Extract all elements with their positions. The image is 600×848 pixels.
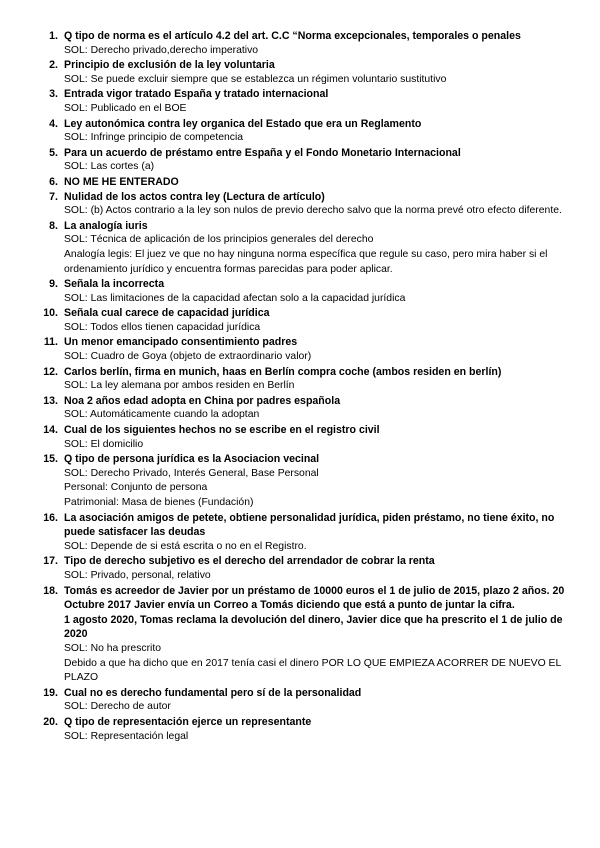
question-title: Cual de los siguientes hechos no se escribe en el registro civil (64, 424, 380, 437)
question-item (44, 686, 582, 715)
answer-line: SOL: Publicado en el BOE (64, 102, 187, 114)
question-item (44, 117, 582, 146)
question-item (44, 58, 582, 87)
question-number: 10. (43, 307, 58, 320)
answer-line: SOL: Derecho de autor (64, 701, 171, 713)
question-number: 2. (49, 59, 58, 72)
question-title: Carlos berlín, firma en munich, haas en Berlín compra coche (ambos residen en berlín) (64, 365, 502, 378)
question-number: 1. (49, 30, 58, 42)
question-item (44, 715, 582, 744)
question-number: 7. (49, 190, 58, 203)
question-number: 19. (43, 686, 58, 699)
question-title: Un menor emancipado consentimiento padres (64, 336, 298, 349)
question-item (44, 452, 582, 510)
question-item (44, 511, 582, 555)
answer-line: SOL: Todos ellos tienen capacidad jurídica (64, 321, 261, 333)
question-number: 6. (49, 175, 58, 188)
answer-line: SOL: Representación legal (64, 730, 189, 742)
question-number: 3. (49, 88, 58, 101)
question-title: Para un acuerdo de préstamo entre España y el Fondo Monetario Internacional (64, 146, 461, 159)
question-item (44, 277, 582, 306)
question-number: 4. (49, 117, 58, 130)
answer-line: SOL: El domicilio (64, 438, 144, 450)
question-item (44, 175, 582, 190)
question-title: La analogía iuris (64, 219, 148, 232)
question-item (44, 584, 582, 686)
question-number: 9. (49, 278, 58, 291)
answer-line: SOL: No ha prescrito (64, 642, 162, 654)
question-number: 14. (43, 424, 58, 437)
question-item (44, 394, 582, 423)
question-item (44, 335, 582, 364)
question-title: La asociación amigos de petete, obtiene personalidad jurídica, piden préstamo, no tiene éxito, no puede satisfacer las deudas (64, 511, 555, 539)
answer-line: SOL: Las cortes (a) (64, 161, 155, 173)
question-title: Nulidad de los actos contra ley (Lectura de artículo) (64, 190, 325, 203)
question-number: 11. (43, 336, 58, 349)
question-list (44, 29, 582, 744)
question-number: 17. (43, 555, 58, 568)
question-title: Tipo de derecho subjetivo es el derecho del arrendador de cobrar la renta (64, 555, 435, 568)
question-title: Q tipo de representación ejerce un representante (64, 715, 312, 728)
question-title: Tomás es acreedor de Javier por un préstamo de 10000 euros el 1 de julio de 2015, plazo 2 años. 20 Octubre 2017 Javier envía un Correo a Tomás diciendo que está a punto de juntar la cifra. (64, 584, 565, 612)
answer-line: Personal: Conjunto de persona (64, 482, 208, 494)
answer-line: SOL: Se puede excluir siempre que se establezca un régimen voluntario sustitutivo (64, 73, 447, 85)
question-item (44, 87, 582, 116)
answer-line: Debido a que ha dicho que en 2017 tenía casi el dinero POR LO QUE EMPIEZA ACORRER DE NUEVO EL PLAZO (64, 657, 561, 684)
answer-line: SOL: Infringe principio de competencia (64, 132, 244, 144)
answer-line: SOL: Las limitaciones de la capacidad afectan solo a la capacidad jurídica (64, 292, 406, 304)
question-number: 12. (43, 365, 58, 378)
question-number: 5. (49, 146, 58, 159)
answer-line: SOL: Depende de si está escrita o no en el Registro. (64, 540, 307, 552)
question-number: 13. (43, 394, 58, 407)
question-item (44, 554, 582, 583)
question-item (44, 423, 582, 452)
answer-line: Patrimonial: Masa de bienes (Fundación) (64, 497, 254, 508)
question-title: Q tipo de persona jurídica es la Asociacion vecinal (64, 453, 320, 466)
question-number: 18. (43, 584, 58, 597)
answer-line: SOL: Derecho Privado, Interés General, Base Personal (64, 467, 319, 479)
question-title: Q tipo de norma es el artículo 4.2 del art. C.C “Norma excepcionales, temporales o penales (64, 30, 521, 42)
answer-line: SOL: Derecho privado,derecho imperativo (64, 44, 259, 56)
question-title: Señala cual carece de capacidad jurídica (64, 307, 270, 320)
question-title: Ley autonómica contra ley organica del Estado que era un Reglamento (64, 117, 422, 130)
question-item (44, 146, 582, 175)
question-item (44, 29, 582, 58)
question-continuation: 1 agosto 2020, Tomas reclama la devolución del dinero, Javier dice que ha prescrito el 1 de julio de 2020 (64, 613, 563, 641)
question-item (44, 365, 582, 394)
question-title: NO ME HE ENTERADO (64, 175, 179, 188)
question-title: Entrada vigor tratado España y tratado internacional (64, 88, 329, 101)
question-title: Noa 2 años edad adopta en China por padres española (64, 394, 341, 407)
question-number: 15. (43, 453, 58, 466)
question-item (44, 190, 582, 219)
answer-line: SOL: Automáticamente cuando la adoptan (64, 409, 260, 421)
question-title: Principio de exclusión de la ley voluntaria (64, 59, 275, 72)
answer-line: SOL: Privado, personal, relativo (64, 569, 211, 581)
question-number: 20. (43, 715, 58, 728)
answer-line: SOL: La ley alemana por ambos residen en Berlín (64, 380, 295, 392)
question-item (44, 219, 582, 277)
answer-line: SOL: Técnica de aplicación de los principios generales del derecho (64, 234, 374, 246)
answer-line: SOL: Cuadro de Goya (objeto de extraordinario valor) (64, 351, 312, 363)
answer-line: Analogía legis: El juez ve que no hay ninguna norma específica que regule su caso, pero mira haber si el ordenamiento jurídico y encuentra formas parecidas para poder aplicar. (64, 248, 548, 275)
question-title: Cual no es derecho fundamental pero sí de la personalidad (64, 686, 362, 699)
question-number: 16. (43, 511, 58, 524)
question-number: 8. (49, 219, 58, 232)
answer-line: SOL: (b) Actos contrario a la ley son nulos de previo derecho salvo que la norma prevé otro efecto diferente. (64, 205, 562, 217)
question-item (44, 306, 582, 335)
question-title: Señala la incorrecta (64, 278, 165, 291)
